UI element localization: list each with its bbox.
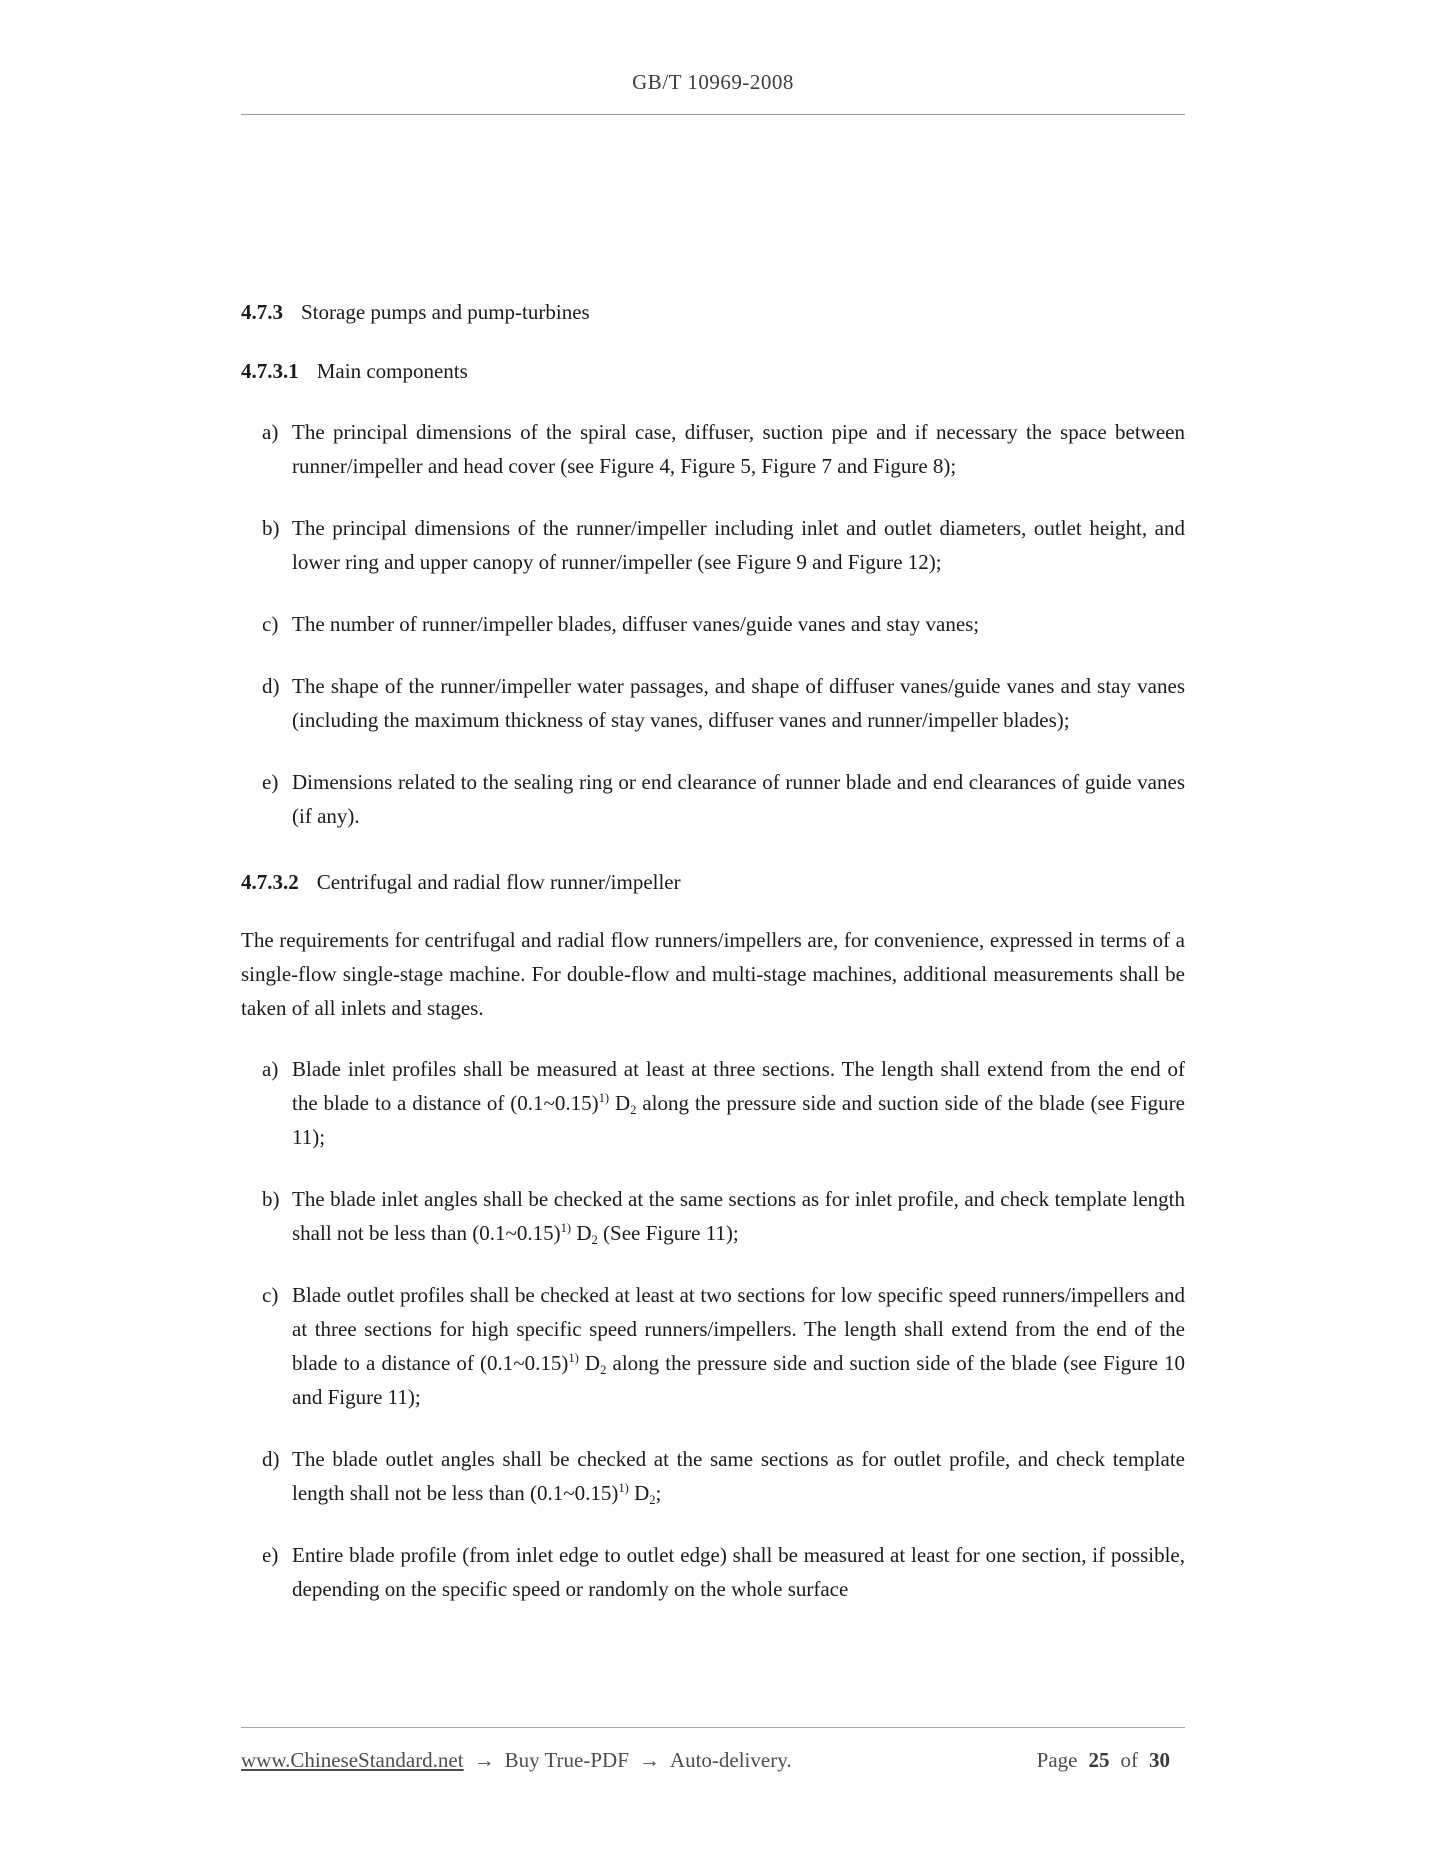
runner-impeller-list [241, 1052, 1185, 1606]
section-number: 4.7.3.1 [241, 359, 299, 383]
page-label: Page [1036, 1748, 1078, 1772]
list-item-text: Blade outlet profiles shall be checked at least at two sections for low specific speed runners/impellers and at three sections for high specific speed runners/impellers. The length shall extend from the end of the blade to a distance of (0.1~0.15)$^{1)}$ $D_2$ along the pressure side and suction side of the blade (see Figure 10 and Figure 11); [292, 1283, 1185, 1409]
list-item-e [241, 1538, 1185, 1606]
content-column [241, 0, 1185, 1634]
list-item-text: The shape of the runner/impeller water passages, and shape of diffuser vanes/guide vanes and stay vanes (including the maximum thickness of stay vanes, diffuser vanes and runner/impeller blades); [292, 674, 1185, 732]
list-item-text: Dimensions related to the sealing ring or end clearance of runner blade and end clearances of guide vanes (if any). [292, 770, 1185, 828]
list-item-text: The principal dimensions of the spiral case, diffuser, suction pipe and if necessary the space between runner/impeller and head cover (see Figure 4, Figure 5, Figure 7 and Figure 8); [292, 420, 1185, 478]
standard-number: GB/T 10969-2008 [632, 70, 794, 94]
page-total: 30 [1149, 1748, 1170, 1772]
list-item-text: Blade inlet profiles shall be measured at least at three sections. The length shall extend from the end of the blade to a distance of (0.1~0.15)$^{1)}$ $D_2$ along the pressure side and suction side of the blade (see Figure 11); [292, 1057, 1185, 1149]
section-title: Storage pumps and pump-turbines [301, 300, 590, 324]
section-number: 4.7.3.2 [241, 870, 299, 894]
footer-promo [241, 1747, 792, 1773]
list-item-b [241, 1182, 1185, 1250]
arrow-right-icon: → [638, 1748, 660, 1772]
page-indicator [1037, 1747, 1170, 1773]
list-item-d [241, 669, 1185, 737]
list-marker: c) [262, 1283, 279, 1307]
list-marker: e) [262, 1543, 279, 1567]
section-number: 4.7.3 [241, 300, 283, 324]
header-divider [241, 114, 1185, 115]
main-components-list [241, 415, 1185, 833]
website-link[interactable]: www.ChineseStandard.net [241, 1748, 464, 1772]
list-marker: d) [262, 674, 280, 698]
list-item-e [241, 765, 1185, 833]
list-marker: c) [262, 612, 279, 636]
of-label: of [1120, 1748, 1138, 1772]
list-item-text: The blade inlet angles shall be checked at the same sections as for inlet profile, and check template length shall not be less than (0.1~0.15)$^{1)}$ $D_2$ (See Figure 11); [292, 1187, 1185, 1247]
list-item-text: The blade outlet angles shall be checked at the same sections as for outlet profile, and check template length shall not be less than (0.1~0.15)$^{1)}$ $D_2$; [292, 1447, 1185, 1507]
section-heading-4-7-3-1 [241, 354, 1185, 388]
delivery-text: Auto-delivery. [669, 1748, 792, 1772]
list-marker: e) [262, 770, 279, 794]
section-title: Centrifugal and radial flow runner/impeller [316, 870, 681, 894]
list-marker: a) [262, 420, 279, 444]
section-title: Main components [316, 359, 468, 383]
buy-text: Buy True-PDF [504, 1748, 629, 1772]
intro-paragraph: The requirements for centrifugal and radial flow runners/impellers are, for convenience, expressed in terms of a single-flow single-stage machine. For double-flow and multi-stage machines, additional measurements shall be taken of all inlets and stages. [241, 928, 1185, 1020]
list-marker: b) [262, 1187, 280, 1211]
list-marker: a) [262, 1057, 279, 1081]
list-item-text: The principal dimensions of the runner/impeller including inlet and outlet diameters, outlet height, and lower ring and upper canopy of runner/impeller (see Figure 9 and Figure 12); [292, 516, 1185, 574]
list-item-b [241, 511, 1185, 579]
document-body [241, 295, 1185, 1606]
list-marker: d) [262, 1447, 280, 1471]
section-heading-4-7-3-2 [241, 865, 1185, 899]
list-item-d [241, 1442, 1185, 1510]
list-item-text: The number of runner/impeller blades, diffuser vanes/guide vanes and stay vanes; [292, 612, 980, 636]
list-item-a [241, 415, 1185, 483]
list-marker: b) [262, 516, 280, 540]
list-item-a [241, 1052, 1185, 1154]
section-heading-4-7-3 [241, 295, 1185, 329]
page-current: 25 [1088, 1748, 1110, 1772]
arrow-right-icon: → [473, 1748, 495, 1772]
page-header [241, 0, 1185, 115]
list-item-text: Entire blade profile (from inlet edge to outlet edge) shall be measured at least for one section, if possible, depending on the specific speed or randomly on the whole surface [292, 1543, 1185, 1601]
list-item-c [241, 607, 1185, 641]
list-item-c [241, 1278, 1185, 1414]
page-footer [241, 1727, 1185, 1773]
